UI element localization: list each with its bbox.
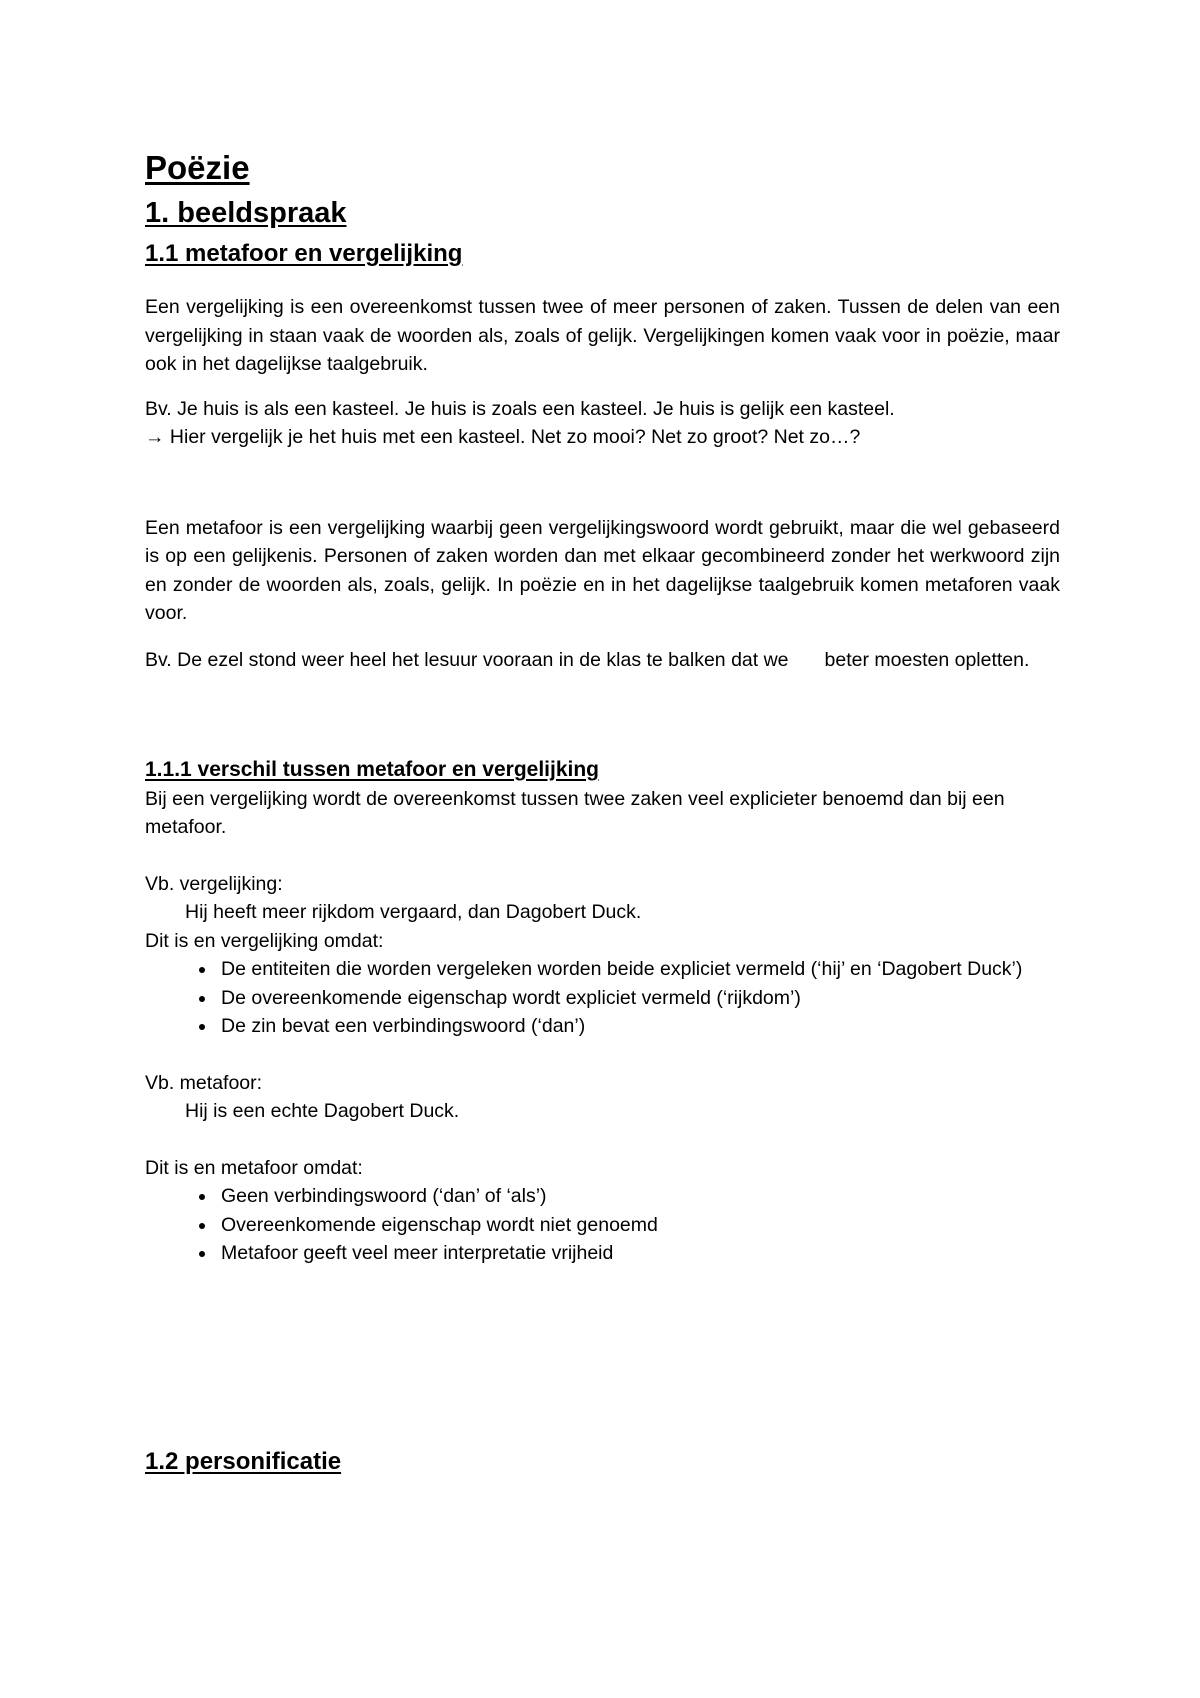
example-metafoor-label: Vb. metafoor: bbox=[145, 1071, 263, 1094]
subsubsection-heading-verschil: 1.1.1 verschil tussen metafoor en vergelijking bbox=[145, 757, 600, 781]
example-vergelijking-line-1: Bv. Je huis is als een kasteel. Je huis is zoals een kasteel. Je huis is gelijk een kasteel. bbox=[145, 397, 895, 420]
document-title: Poëzie bbox=[145, 149, 250, 186]
example-vergelijking-label: Vb. vergelijking: bbox=[145, 872, 283, 895]
metafoor-reasons-list bbox=[145, 1182, 1060, 1268]
example-metafoor-reason-intro: Dit is en metafoor omdat: bbox=[145, 1156, 363, 1179]
list-item: • De zin bevat een verbindingswoord (‘dan’) bbox=[217, 1012, 1060, 1041]
list-item: • Geen verbindingswoord (‘dan’ of ‘als’) bbox=[217, 1182, 1060, 1211]
example-vergelijking-line-2: → Hier vergelijk je het huis met een kasteel. Net zo mooi? Net zo groot? Net zo…? bbox=[145, 426, 861, 448]
example-metafoor-sentence: Hij is een echte Dagobert Duck. bbox=[185, 1100, 460, 1122]
document-page bbox=[145, 145, 1060, 1481]
example-metafoor-part-1: Bv. De ezel stond weer heel het lesuur vooraan in de klas te balken dat we bbox=[145, 648, 789, 671]
example-metafoor-part-2: beter moesten opletten. bbox=[824, 648, 1030, 671]
vergelijking-reasons-list bbox=[145, 955, 1060, 1041]
list-item: • Overeenkomende eigenschap wordt niet genoemd bbox=[217, 1211, 1060, 1240]
paragraph-metafoor-definition: Een metafoor is een vergelijking waarbij geen vergelijkingswoord wordt gebruikt, maar die wel gebaseerd is op een gelijkenis. Personen of zaken worden dan met elkaar gecombineerd zonder het werkwoord zijn en zonder de woorden als, zoals, gelijk. In poëzie en in het dagelijkse taalgebruik komen metaforen vaak voor. bbox=[145, 516, 1060, 624]
subsection-heading-personificatie: 1.2 personificatie bbox=[145, 1447, 342, 1475]
paragraph-vergelijking-definition: Een vergelijking is een overeenkomst tussen twee of meer personen of zaken. Tussen de delen van een vergelijking in staan vaak de woorden als, zoals of gelijk. Vergelijkingen komen vaak voor in poëzie, maar ook in het dagelijkse taalgebruik. bbox=[145, 296, 1060, 375]
list-item: • De overeenkomende eigenschap wordt expliciet vermeld (‘rijkdom’) bbox=[217, 984, 1060, 1013]
subsection-heading-metafoor-vergelijking: 1.1 metafoor en vergelijking bbox=[145, 240, 463, 267]
example-vergelijking-reason-intro: Dit is en vergelijking omdat: bbox=[145, 929, 384, 952]
example-vergelijking-sentence: Hij heeft meer rijkdom vergaard, dan Dagobert Duck. bbox=[185, 901, 642, 923]
list-item: • Metafoor geeft veel meer interpretatie vrijheid bbox=[217, 1239, 1060, 1268]
example-metafoor bbox=[145, 644, 1060, 677]
section-heading-beeldspraak: 1. beeldspraak bbox=[145, 197, 347, 229]
list-item: • De entiteiten die worden vergeleken worden beide expliciet vermeld (‘hij’ en ‘Dagobert Duck’) bbox=[217, 955, 1060, 984]
paragraph-verschil-intro: Bij een vergelijking wordt de overeenkomst tussen twee zaken veel explicieter benoemd dan bij een metafoor. bbox=[145, 787, 1005, 838]
